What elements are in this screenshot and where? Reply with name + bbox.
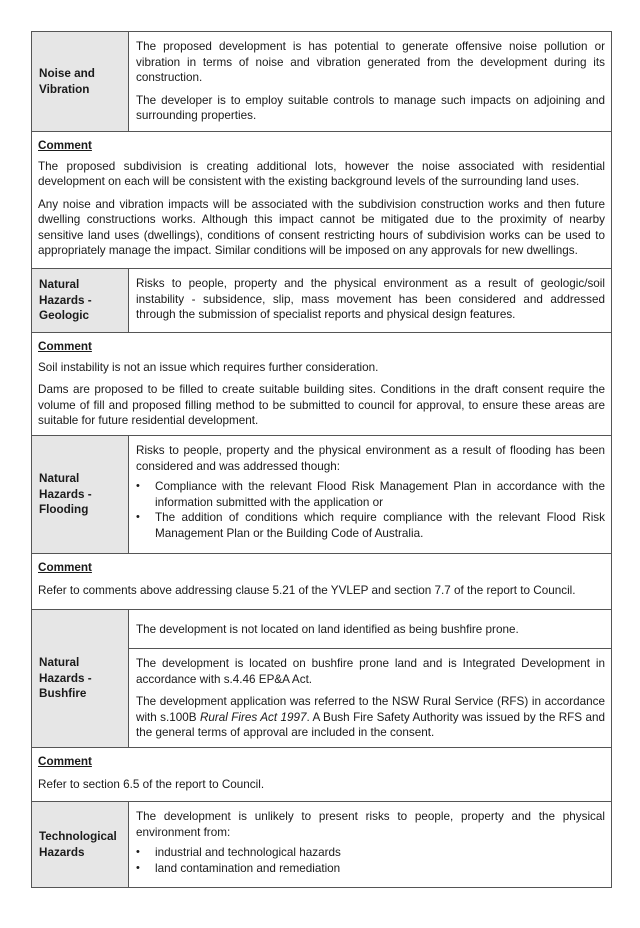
row-content: [129, 436, 611, 553]
list-item: • The addition of conditions which require compliance with the relevant Flood Risk Management Plan or the Building Code of Australia.: [155, 510, 605, 541]
paragraph: Risks to people, property and the physical environment as a result of geologic/soil instability - subsidence, slip, mass movement has been considered and addressed through the submission of specialist reports and physical design features.: [136, 277, 605, 321]
row-label-text: Natural Hazards - Flooding: [39, 472, 92, 517]
row-label-text: Noise and Vibration: [39, 67, 95, 96]
paragraph: Risks to people, property and the physical environment as a result of flooding has been considered and was addressed though:: [136, 444, 605, 473]
list-item: • land contamination and remediation: [155, 861, 605, 877]
paragraph: The development is unlikely to present risks to people, property and the physical environment from:: [136, 810, 605, 839]
row-content: [129, 802, 611, 887]
comment-row: [32, 132, 611, 269]
text-run: The development application was referred to the NSW Rural Service (RFS) in accordance with s.100B: [136, 695, 605, 724]
comment-block: [32, 748, 270, 801]
row-label-text: Technological Hazards: [39, 830, 117, 859]
row-label: [32, 610, 129, 747]
list-item: • Compliance with the relevant Flood Risk Management Plan in accordance with the information submitted with the application or: [155, 479, 605, 510]
text-run: . A Bush Fire Safety Authority was issued by the RFS and the general terms of approval are included in the consent.: [136, 710, 605, 739]
comment-heading: Comment: [38, 755, 92, 768]
act-title: Rural Fires Act 1997: [199, 710, 307, 724]
split-content: [129, 610, 611, 747]
row-content: [129, 32, 611, 131]
comment-row: [32, 748, 611, 802]
geologic-row: [32, 269, 611, 333]
paragraph: The proposed development is has potential to generate offensive noise pollution or vibration in terms of noise and vibration generated from the development during its construction.: [136, 40, 605, 84]
paragraph: Dams are proposed to be filled to create suitable building sites. Conditions in the draft consent require the volume of fill and proposed filling method to be submitted to council for approval, to ensure these areas are suitable for future residential development.: [38, 383, 605, 427]
paragraph: Refer to comments above addressing clause 5.21 of the YVLEP and section 7.7 of the report to Council.: [38, 583, 576, 597]
row-content: [129, 610, 611, 648]
row-label: [32, 269, 129, 332]
paragraph: Refer to section 6.5 of the report to Council.: [38, 777, 265, 791]
comment-heading: Comment: [38, 561, 92, 574]
comment-block: [32, 333, 611, 435]
row-label: [32, 436, 129, 553]
row-label-text: Natural Hazards - Bushfire: [39, 656, 92, 701]
paragraph: Any noise and vibration impacts will be associated with the subdivision construction works and then future dwelling constructions works. Although this impact cannot be mitigated due to the proximity of nearby sensitive land uses (dwellings), conditions of consent restricting hours of subdivision works can be used to appropriately manage the impact. Similar conditions will be imposed on any approvals for new dwellings.: [38, 197, 605, 257]
paragraph: Soil instability is not an issue which requires further consideration.: [38, 360, 379, 374]
bushfire-row: [32, 610, 611, 748]
technological-row: [32, 802, 611, 888]
bullet-list: [136, 845, 605, 876]
row-label: [32, 32, 129, 131]
comment-heading: Comment: [38, 139, 92, 152]
bullet-list: [136, 479, 605, 541]
comment-block: [32, 132, 611, 268]
paragraph: The development is located on bushfire prone land and is Integrated Development in accordance with s.4.46 EP&A Act.: [136, 657, 605, 686]
row-label-text: Natural Hazards - Geologic: [39, 278, 92, 323]
comment-row: [32, 333, 611, 436]
flooding-row: [32, 436, 611, 554]
paragraph: The development is not located on land identified as being bushfire prone.: [136, 623, 519, 636]
row-content: [129, 269, 611, 332]
paragraph: The developer is to employ suitable controls to manage such impacts on adjoining and surrounding properties.: [136, 93, 605, 122]
row-content: [129, 648, 611, 748]
paragraph: [136, 694, 605, 741]
row-label: [32, 802, 129, 887]
noise-vibration-row: [32, 32, 611, 132]
assessment-table: [31, 31, 612, 888]
comment-heading: Comment: [38, 340, 92, 353]
list-item: • industrial and technological hazards: [155, 845, 605, 861]
paragraph: The proposed subdivision is creating additional lots, however the noise associated with residential development on each will be consistent with the existing background levels of the surrounding land uses.: [38, 159, 605, 188]
comment-block: [32, 554, 582, 609]
comment-row: [32, 554, 611, 610]
